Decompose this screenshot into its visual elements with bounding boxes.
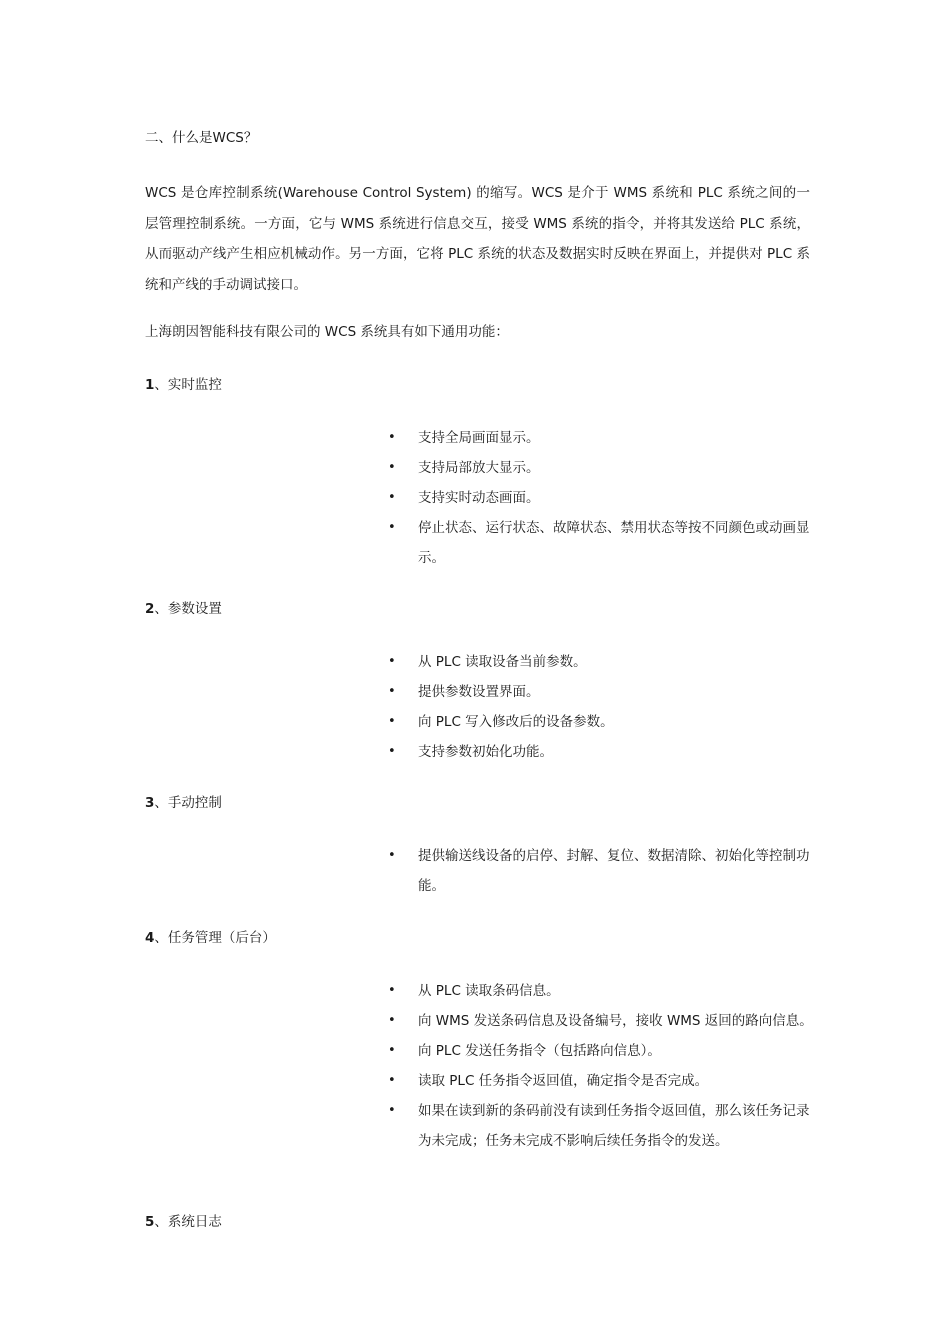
section-1-list xyxy=(388,423,818,573)
section-number: 3 xyxy=(145,795,155,811)
list-item-text: 向 PLC 发送任务指令（包括路向信息）。 xyxy=(418,1043,661,1059)
section-number: 5 xyxy=(145,1214,155,1230)
section-number: 4 xyxy=(145,930,155,946)
section-4-list xyxy=(388,976,818,1156)
list-item-text: 支持全局画面显示。 xyxy=(418,430,540,446)
list-item-text: 支持实时动态画面。 xyxy=(418,490,540,506)
bullet-icon: • xyxy=(388,744,396,759)
section-number: 1 xyxy=(145,377,155,393)
intro-paragraph: WCS 是仓库控制系统(Warehouse Control System) 的缩写。WCS 是介于 WMS 系统和 PLC 系统之间的一层管理控制系统。一方面，它与 WMS 系统进行信息交互，接受 WMS 系统的指令，并将其发送给 PLC 系统，从而驱动产线产生相应机械动作。另一方面，它将 PLC 系统的状态及数据实时反映在界面上，并提供对 PLC 系统和产线的手动调试接口。 xyxy=(145,185,810,293)
list-item-text: 停止状态、运行状态、故障状态、禁用状态等按不同颜色或动画显示。 xyxy=(418,520,810,566)
list-item-text: 提供参数设置界面。 xyxy=(418,684,540,700)
list-item xyxy=(388,453,818,483)
section-2-heading xyxy=(145,599,222,619)
list-item-text: 向 WMS 发送条码信息及设备编号，接收 WMS 返回的路向信息。 xyxy=(418,1013,813,1029)
section-2-list xyxy=(388,647,818,767)
list-item xyxy=(388,707,818,737)
section-title: 、参数设置 xyxy=(154,601,222,617)
list-item xyxy=(388,647,818,677)
bullet-icon: • xyxy=(388,1103,396,1118)
list-item-text: 提供输送线设备的启停、封解、复位、数据清除、初始化等控制功能。 xyxy=(418,848,810,894)
section-3-list xyxy=(388,841,818,901)
list-item-text: 读取 PLC 任务指令返回值，确定指令是否完成。 xyxy=(418,1073,709,1089)
bullet-icon: • xyxy=(388,654,396,669)
list-item xyxy=(388,483,818,513)
section-5-heading xyxy=(145,1212,222,1232)
bullet-icon: • xyxy=(388,684,396,699)
section-title: 、实时监控 xyxy=(154,377,222,393)
list-item-text: 支持局部放大显示。 xyxy=(418,460,540,476)
bullet-icon: • xyxy=(388,848,396,863)
section-1-heading xyxy=(145,375,222,395)
bullet-icon: • xyxy=(388,1043,396,1058)
bullet-icon: • xyxy=(388,490,396,505)
section-heading: 二、什么是WCS？ xyxy=(145,130,258,146)
section-4-heading xyxy=(145,928,276,948)
list-item xyxy=(388,841,818,901)
list-item-text: 从 PLC 读取设备当前参数。 xyxy=(418,654,587,670)
section-title: 、手动控制 xyxy=(154,795,222,811)
list-item xyxy=(388,1036,818,1066)
list-item xyxy=(388,1066,818,1096)
list-item-text: 向 PLC 写入修改后的设备参数。 xyxy=(418,714,614,730)
section-3-heading xyxy=(145,793,222,813)
list-item xyxy=(388,1096,818,1156)
bullet-icon: • xyxy=(388,1073,396,1088)
company-line: 上海朗因智能科技有限公司的 WCS 系统具有如下通用功能： xyxy=(145,324,509,340)
section-title: 、系统日志 xyxy=(154,1214,222,1230)
bullet-icon: • xyxy=(388,714,396,729)
list-item xyxy=(388,677,818,707)
bullet-icon: • xyxy=(388,520,396,535)
list-item-text: 从 PLC 读取条码信息。 xyxy=(418,983,560,999)
list-item-text: 如果在读到新的条码前没有读到任务指令返回值，那么该任务记录为未完成；任务未完成不影响后续任务指令的发送。 xyxy=(418,1103,810,1149)
section-number: 2 xyxy=(145,601,155,617)
bullet-icon: • xyxy=(388,460,396,475)
list-item xyxy=(388,737,818,767)
bullet-icon: • xyxy=(388,430,396,445)
bullet-icon: • xyxy=(388,1013,396,1028)
list-item-text: 支持参数初始化功能。 xyxy=(418,744,553,760)
bullet-icon: • xyxy=(388,983,396,998)
list-item xyxy=(388,1006,818,1036)
section-title: 、任务管理（后台） xyxy=(154,930,276,946)
list-item xyxy=(388,513,818,573)
list-item xyxy=(388,423,818,453)
list-item xyxy=(388,976,818,1006)
